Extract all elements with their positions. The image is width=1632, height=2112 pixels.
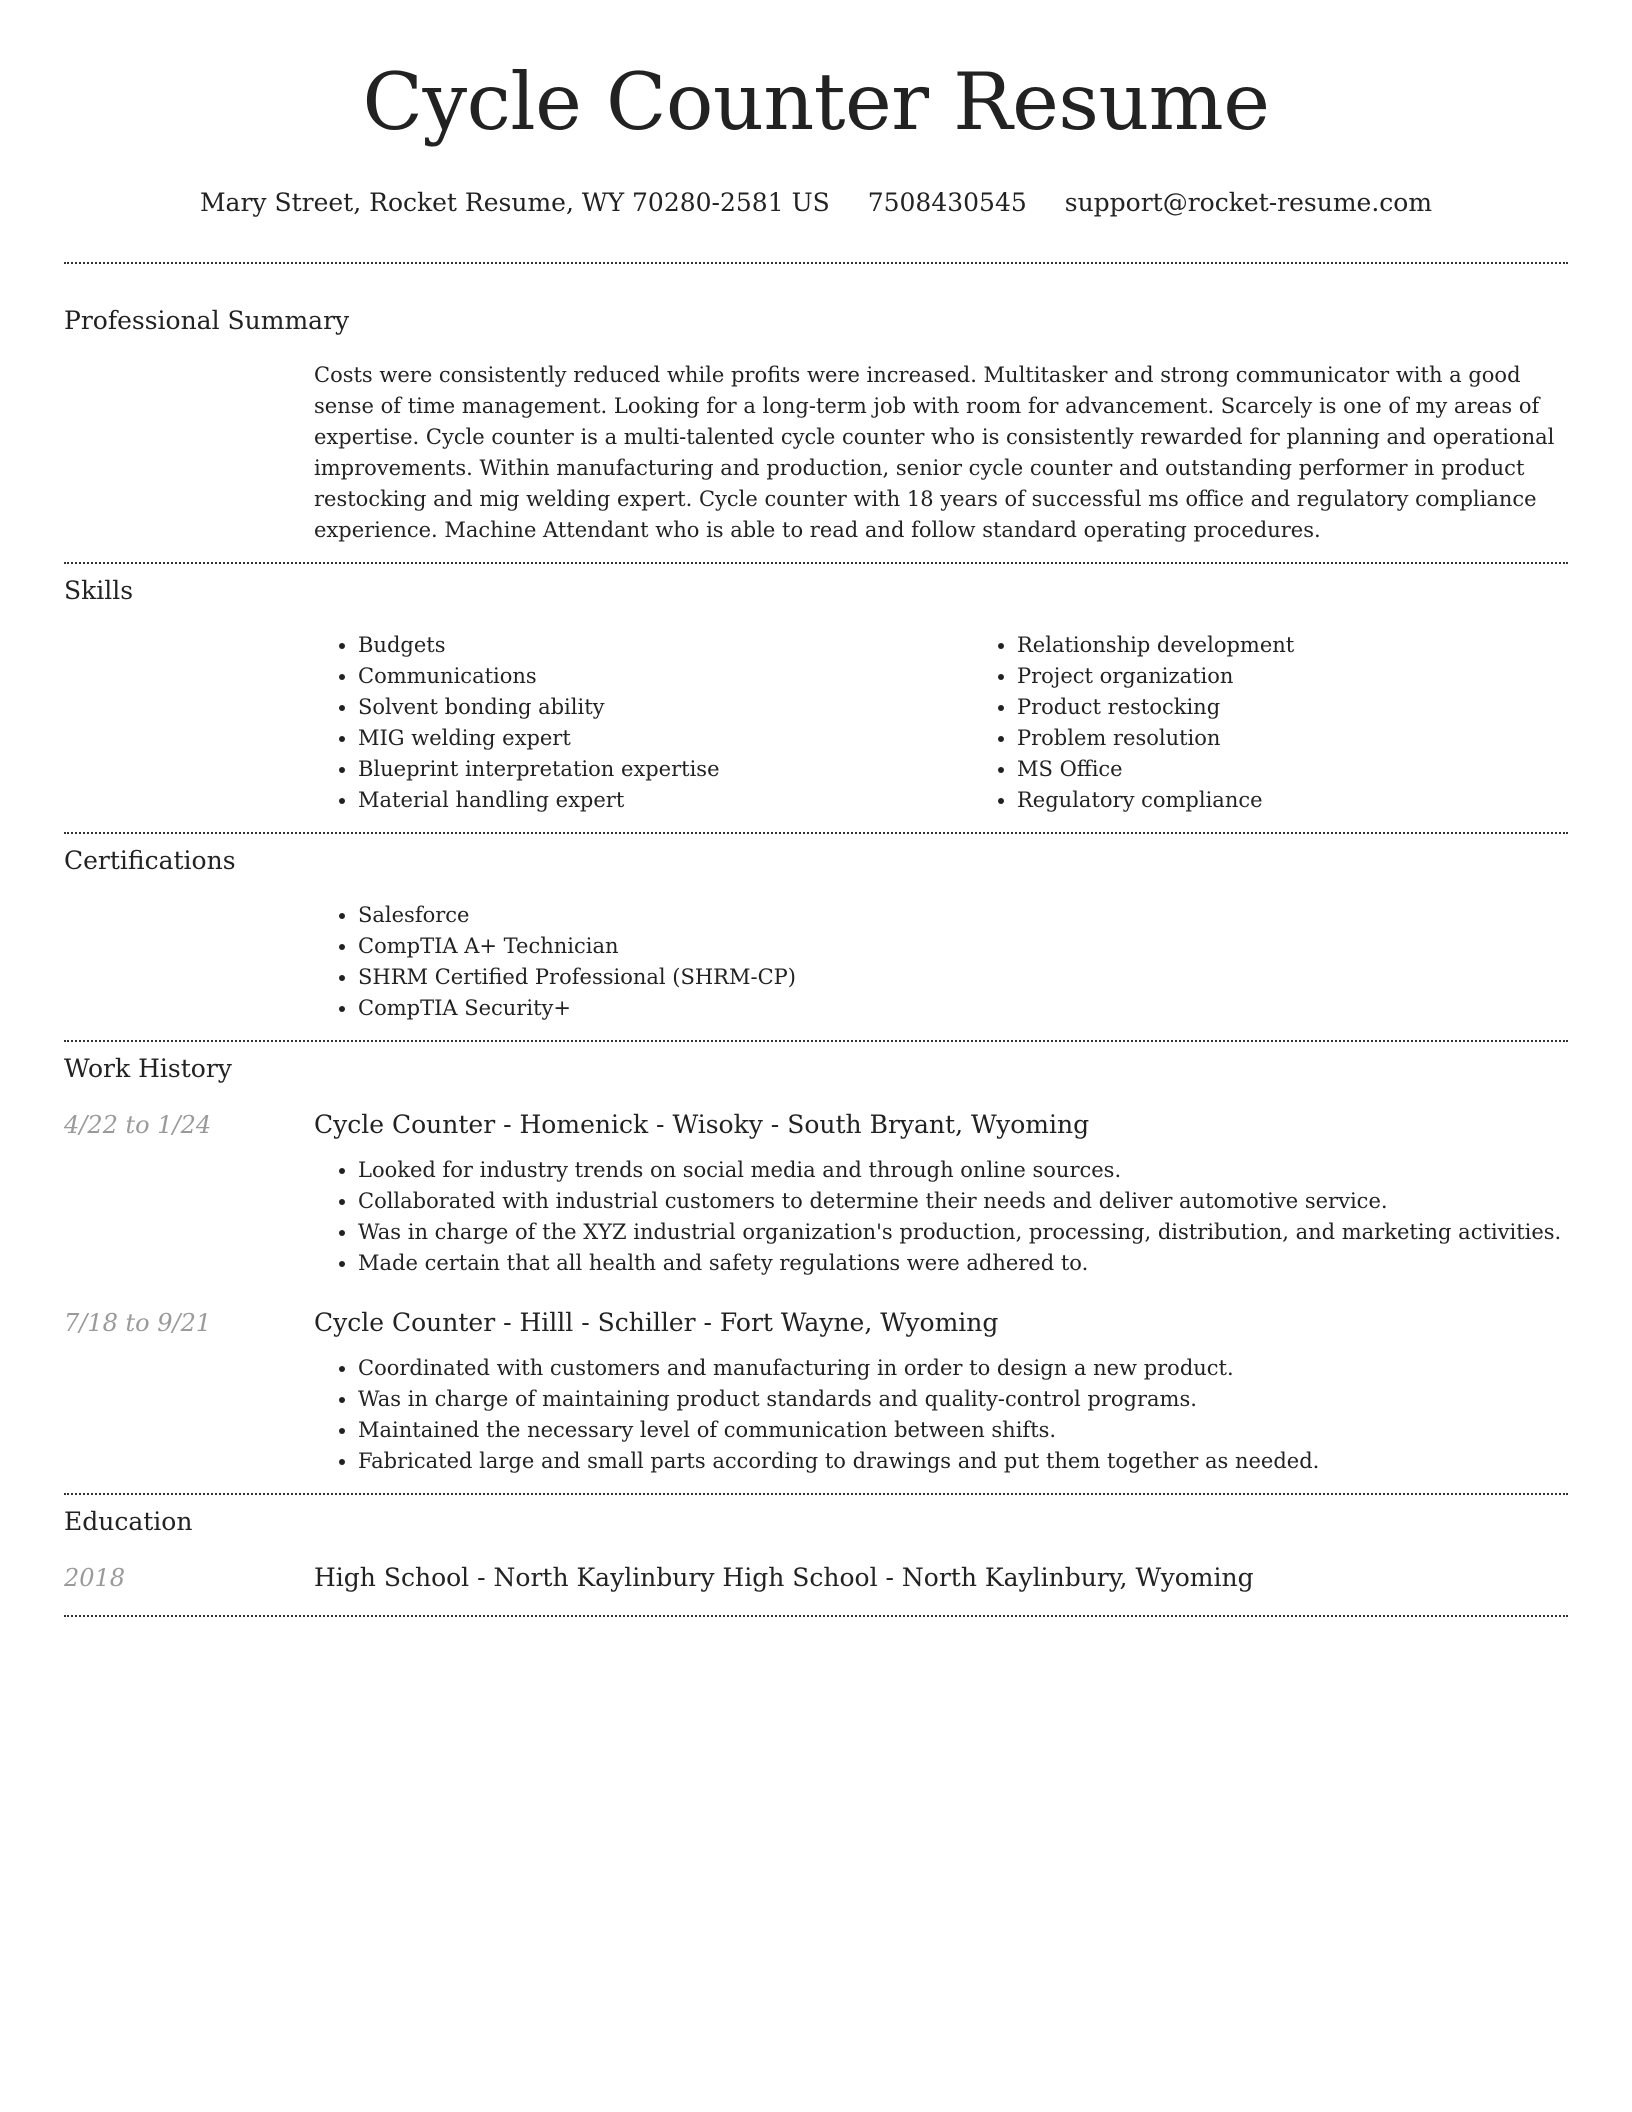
section-divider <box>64 832 1568 834</box>
skills-heading: Skills <box>64 576 134 605</box>
contact-address: Mary Street, Rocket Resume, WY 70280-2581 US <box>199 188 830 217</box>
job-bullet: • Was in charge of the XYZ industrial organization's production, processing, distribution, and marketing activities. <box>358 1217 1568 1248</box>
certification-item: • SHRM Certified Professional (SHRM-CP) <box>358 962 1568 993</box>
skill-item: • Material handling expert <box>358 785 973 816</box>
job-bullet: • Collaborated with industrial customers to determine their needs and deliver automotive service. <box>358 1186 1568 1217</box>
job-bullet: • Made certain that all health and safety regulations were adhered to. <box>358 1248 1568 1279</box>
education-year: 2018 <box>64 1564 126 1592</box>
job-bullet: • Coordinated with customers and manufacturing in order to design a new product. <box>358 1353 1568 1384</box>
skill-item: • Product restocking <box>1017 692 1632 723</box>
skill-item: • Regulatory compliance <box>1017 785 1632 816</box>
job-bullet: • Maintained the necessary level of communication between shifts. <box>358 1415 1568 1446</box>
summary-text: Costs were consistently reduced while profits were increased. Multitasker and strong communicator with a good sense of time management. Looking for a long-term job with room for advancement. Scarcely is one of my areas of expertise. Cycle counter is a multi-talented cycle counter who is consistently rewarded for planning and operational improvements. Within manufacturing and production, senior cycle counter and outstanding performer in product restocking and mig welding expert. Cycle counter with 18 years of successful ms office and regulatory compliance experience. Machine Attendant who is able to read and follow standard operating procedures. <box>314 363 1555 542</box>
skill-item: • MIG welding expert <box>358 723 973 754</box>
summary-section <box>64 304 1568 546</box>
certifications-list <box>314 900 1568 1024</box>
resume-title: Cycle Counter Resume <box>362 56 1270 148</box>
skill-item: • Budgets <box>358 630 973 661</box>
job-bullet: • Was in charge of maintaining product standards and quality-control programs. <box>358 1384 1568 1415</box>
skills-list-left <box>314 630 973 816</box>
certifications-heading: Certifications <box>64 846 236 875</box>
skill-item: • Project organization <box>1017 661 1632 692</box>
skill-item: • Solvent bonding ability <box>358 692 973 723</box>
section-divider <box>64 1040 1568 1042</box>
section-divider <box>64 262 1568 264</box>
education-entry <box>64 1561 1568 1595</box>
education-section <box>64 1505 1568 1595</box>
skill-item: • MS Office <box>1017 754 1632 785</box>
section-divider <box>64 1615 1568 1617</box>
skill-item: • Problem resolution <box>1017 723 1632 754</box>
work-history-section <box>64 1052 1568 1477</box>
certification-item: • CompTIA A+ Technician <box>358 931 1568 962</box>
resume-page <box>64 0 1568 1617</box>
summary-heading: Professional Summary <box>64 306 350 335</box>
job-entry <box>64 1108 1568 1279</box>
skills-list-right <box>973 630 1632 816</box>
job-bullets <box>314 1155 1568 1279</box>
job-bullet: • Looked for industry trends on social media and through online sources. <box>358 1155 1568 1186</box>
education-heading: Education <box>64 1507 193 1536</box>
certification-item: • CompTIA Security+ <box>358 993 1568 1024</box>
certification-item: • Salesforce <box>358 900 1568 931</box>
contact-line <box>64 186 1568 220</box>
work-history-heading: Work History <box>64 1054 232 1083</box>
job-title: Cycle Counter - Homenick - Wisoky - South Bryant, Wyoming <box>314 1110 1090 1139</box>
contact-phone: 7508430545 <box>867 188 1027 217</box>
job-bullet: • Fabricated large and small parts according to drawings and put them together as needed. <box>358 1446 1568 1477</box>
job-entry <box>64 1306 1568 1477</box>
job-dates: 4/22 to 1/24 <box>64 1111 212 1139</box>
skill-item: • Communications <box>358 661 973 692</box>
job-title: Cycle Counter - Hilll - Schiller - Fort Wayne, Wyoming <box>314 1308 999 1337</box>
certifications-section <box>64 844 1568 1024</box>
section-divider <box>64 1493 1568 1495</box>
skills-section <box>64 574 1568 816</box>
job-dates: 7/18 to 9/21 <box>64 1309 212 1337</box>
section-divider <box>64 562 1568 564</box>
skill-item: • Blueprint interpretation expertise <box>358 754 973 785</box>
education-title: High School - North Kaylinbury High School - North Kaylinbury, Wyoming <box>314 1563 1254 1592</box>
contact-email: support@rocket-resume.com <box>1064 188 1433 217</box>
job-bullets <box>314 1353 1568 1477</box>
skill-item: • Relationship development <box>1017 630 1632 661</box>
